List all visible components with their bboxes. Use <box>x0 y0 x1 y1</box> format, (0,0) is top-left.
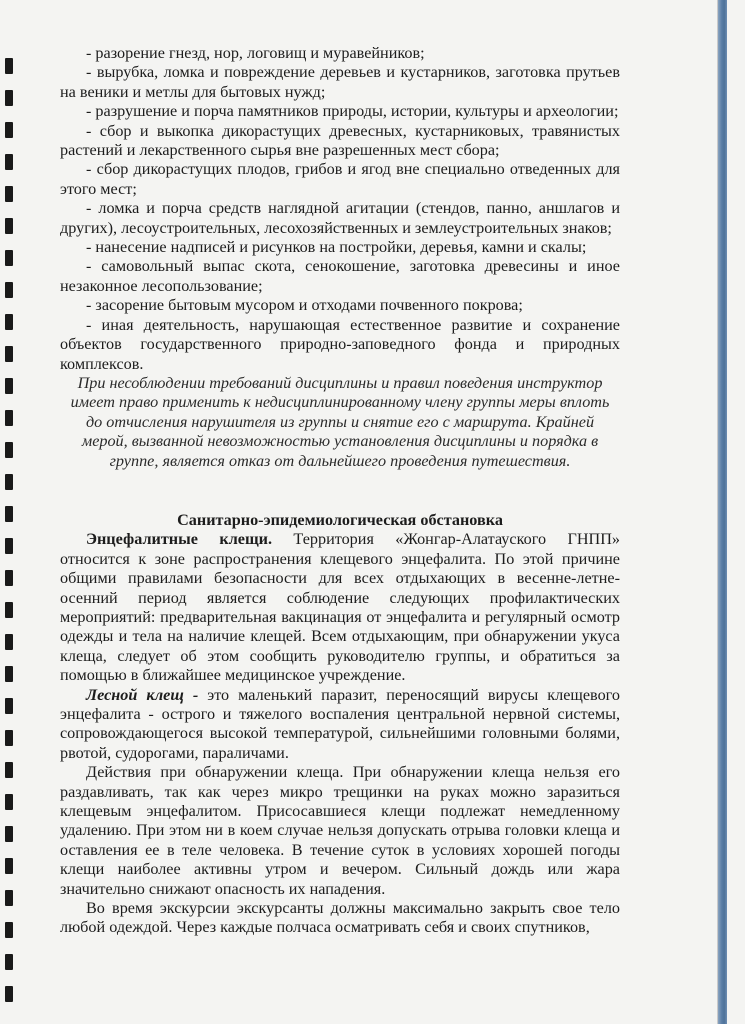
list-item: - засорение бытовым мусором и отходами почвенного покрова; <box>86 296 523 315</box>
list-item: - вырубка, ломка и повреждение деревьев и кустарников, заготовка прутьев на веники и метлы для бытовых нужд; <box>60 63 620 101</box>
section-gap <box>60 471 620 511</box>
binding-hole <box>5 634 13 650</box>
binding-hole <box>5 890 13 906</box>
binding-hole <box>5 602 13 618</box>
binding-hole <box>5 538 13 554</box>
binding-hole <box>5 570 13 586</box>
binding-hole <box>5 858 13 874</box>
paragraph-forest-tick <box>60 686 620 764</box>
binding-hole <box>5 90 13 106</box>
list-item: - ломка и порча средств наглядной агитации (стендов, панно, аншлагов и других), лесоустроительных, лесохозяйственных и землеустроительных знаков; <box>60 199 620 237</box>
prohibited-activities-list <box>60 44 620 374</box>
binding-hole <box>5 186 13 202</box>
binding-hole <box>5 378 13 394</box>
binding-hole <box>5 410 13 426</box>
list-item: - разорение гнезд, нор, логовищ и муравейников; <box>86 44 425 62</box>
binding-hole <box>5 730 13 746</box>
paragraph-encephalitis-ticks <box>60 530 620 685</box>
binding-hole <box>5 698 13 714</box>
binding-hole <box>5 250 13 266</box>
paragraph-excursion: Во время экскурсии экскурсанты должны максимально закрыть свое тело любой одеждой. Через каждые полчаса осматривать себя и своих спутников, <box>60 899 620 937</box>
binding-holes <box>2 0 18 1024</box>
binding-hole <box>5 122 13 138</box>
paragraph-lead: Лесной клещ - <box>86 685 199 704</box>
binding-hole <box>5 314 13 330</box>
paragraph-text: это маленький паразит, переносящий вирусы клещевого энцефалита - острого и тяжелого воспаления центральной нервной системы, сопровождающегося высокой температурой, сильнейшими головными болями, рвотой, судорогами, параличами. <box>60 685 620 762</box>
binding-hole <box>5 986 13 1002</box>
list-item: - иная деятельность, нарушающая естественное развитие и сохранение объектов государственного природно-заповедного фонда и природных комплексов. <box>60 315 620 373</box>
binding-hole <box>5 954 13 970</box>
binding-hole <box>5 442 13 458</box>
list-item: - сбор дикорастущих плодов, грибов и ягод вне специально отведенных для этого мест; <box>60 160 620 198</box>
paragraph-lead: Энцефалитные клещи. <box>86 530 273 549</box>
binding-hole <box>5 282 13 298</box>
document-page <box>60 44 620 938</box>
binding-hole <box>5 346 13 362</box>
paragraph-text: Территория «Жонгар-Алатауского ГНПП» относится к зоне распространения клещевого энцефалита. По этой причине общими правилами безопасности для всех отдыхающих в весенне-летне-осенний период является соблюдение следующих профилактических мероприятий: предварительная вакцинация от энцефалита и регулярный осмотр одежды и тела на наличие клещей. Всем отдыхающим, при обнаружении укуса клеща, следует об этом сообщить руководителю группы, и обратиться за помощью в ближайшее медицинское учреждение. <box>60 530 620 685</box>
binding-hole <box>5 506 13 522</box>
list-item: - самовольный выпас скота, сенокошение, заготовка древесины и иное незаконное лесопользование; <box>60 257 620 295</box>
section-title: Санитарно-эпидемиологическая обстановка <box>177 510 503 529</box>
binding-hole <box>5 474 13 490</box>
binder-spine <box>718 0 727 1024</box>
binding-hole <box>5 794 13 810</box>
discipline-warning: При несоблюдении требований дисциплины и правил поведения инструктор имеет право применить к недисциплинированному члену группы меры вплоть до отчисления нарушителя из группы и снятие его с маршрута. Крайней мерой, вызванной невозможностью установления дисциплины и порядка в группе, является отказ от дальнейшего проведения путешествия. <box>70 373 610 470</box>
binding-hole <box>5 826 13 842</box>
paragraph-tick-actions: Действия при обнаружении клеща. При обнаружении клеща нельзя его раздавливать, так как через микро трещинки на руках можно заразиться клещевым энцефалитом. Присосавшиеся клещи подлежат немедленному удалению. При этом ни в коем случае нельзя допускать отрыва головки клеща и оставления ее в теле человека. В течение суток в условиях хорошей погоды клещи наиболее активны утром и вечером. Сильный дождь или жара значительно снижают опасность их нападения. <box>60 763 620 898</box>
binding-hole <box>5 218 13 234</box>
list-item: - разрушение и порча памятников природы, истории, культуры и археологии; <box>86 102 619 121</box>
binding-hole <box>5 154 13 170</box>
binding-hole <box>5 762 13 778</box>
list-item: - сбор и выкопка дикорастущих древесных, кустарниковых, травянистых растений и лекарственного сырья вне разрешенных мест сбора; <box>60 121 620 160</box>
binding-hole <box>5 922 13 938</box>
binding-hole <box>5 58 13 74</box>
binding-hole <box>5 666 13 682</box>
list-item: - нанесение надписей и рисунков на постройки, деревья, камни и скалы; <box>86 238 587 257</box>
